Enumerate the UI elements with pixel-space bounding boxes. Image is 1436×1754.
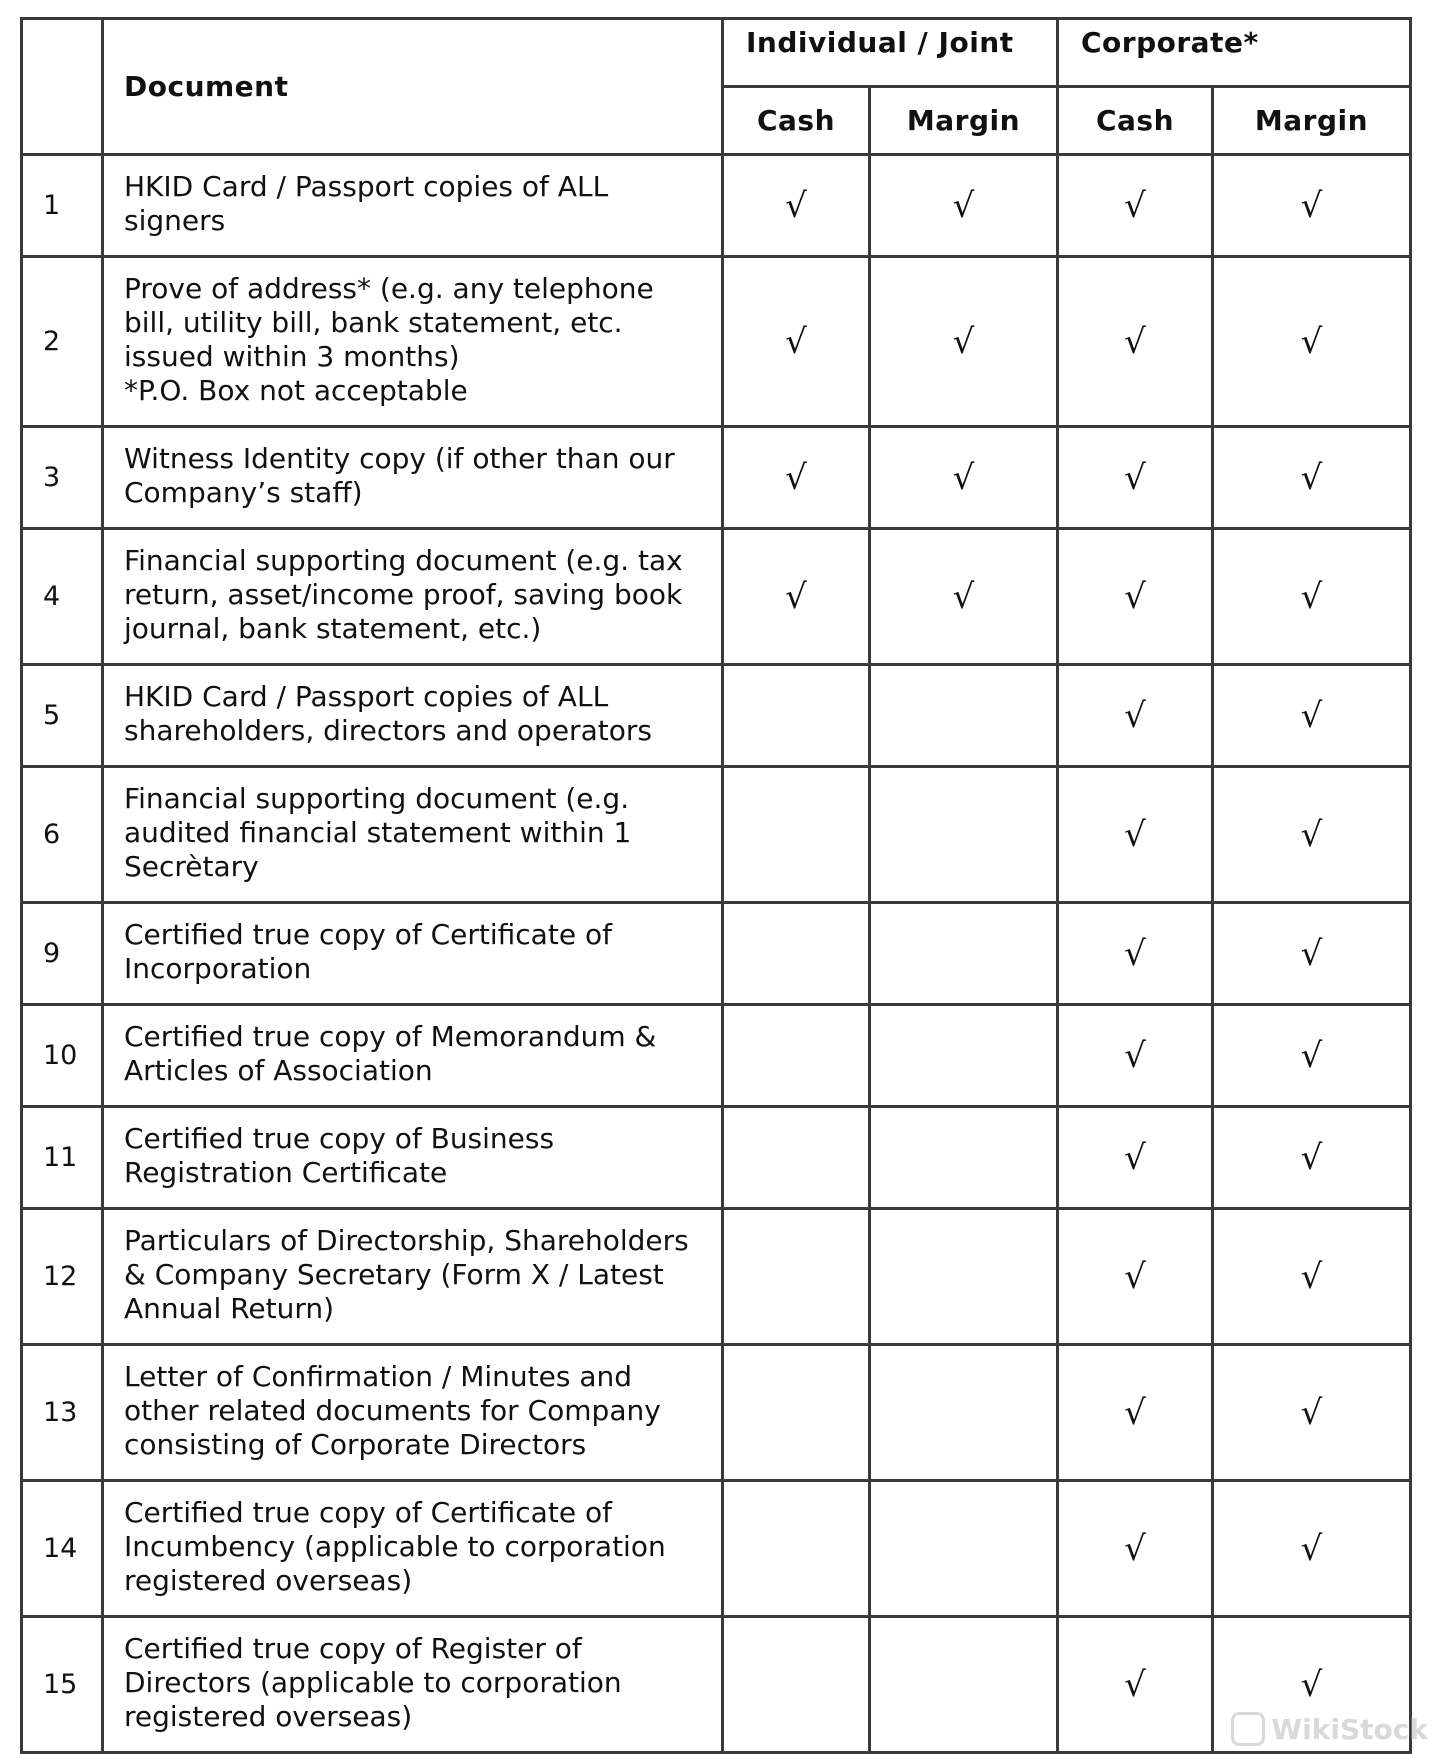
document-description-line: Secrètary xyxy=(124,849,259,883)
cell-corporate-cash xyxy=(1058,1617,1213,1753)
row-number: 5 xyxy=(22,665,103,767)
document-description-line: Incumbency (applicable to corporation xyxy=(124,1529,666,1563)
cell-individual-cash xyxy=(723,257,870,427)
cell-individual-margin xyxy=(870,1107,1058,1209)
cell-individual-cash xyxy=(723,427,870,529)
row-number: 13 xyxy=(22,1345,103,1481)
document-description-line: Certified true copy of Memorandum & xyxy=(124,1019,657,1053)
document-description-line: registered overseas) xyxy=(124,1563,413,1597)
document-description-line: Certified true copy of Certificate of xyxy=(124,1495,612,1529)
document-description-line: shareholders, directors and operators xyxy=(124,713,652,747)
check-mark-icon: √ xyxy=(785,185,807,226)
cell-individual-cash xyxy=(723,1107,870,1209)
cell-individual-margin xyxy=(870,1209,1058,1345)
cell-individual-margin xyxy=(870,257,1058,427)
document-description-line: Articles of Association xyxy=(124,1053,433,1087)
header-individual-joint: Individual / Joint xyxy=(723,19,1058,87)
cell-corporate-margin xyxy=(1213,1481,1411,1617)
cell-individual-cash xyxy=(723,1481,870,1617)
table-row xyxy=(22,665,1411,767)
row-number: 6 xyxy=(22,767,103,903)
cell-corporate-margin xyxy=(1213,767,1411,903)
check-mark-icon: √ xyxy=(1300,695,1323,736)
cell-corporate-margin xyxy=(1213,155,1411,257)
document-description-line: journal, bank statement, etc.) xyxy=(124,611,542,645)
cell-corporate-cash xyxy=(1058,1005,1213,1107)
document-description-line: Witness Identity copy (if other than our xyxy=(124,441,675,475)
cell-corporate-cash xyxy=(1058,257,1213,427)
header-corporate: Corporate* xyxy=(1058,19,1411,87)
cell-corporate-cash xyxy=(1058,1481,1213,1617)
document-description-line: Particulars of Directorship, Shareholders xyxy=(124,1223,689,1257)
document-description-line: Directors (applicable to corporation xyxy=(124,1665,622,1699)
check-mark-icon: √ xyxy=(1124,933,1146,974)
table-row xyxy=(22,1209,1411,1345)
check-mark-icon: √ xyxy=(1300,185,1323,226)
document-description xyxy=(103,1345,723,1481)
check-mark-icon: √ xyxy=(1124,1256,1146,1297)
cell-individual-margin xyxy=(870,427,1058,529)
cell-corporate-cash xyxy=(1058,665,1213,767)
check-mark-icon: √ xyxy=(952,457,975,498)
cell-individual-cash xyxy=(723,1617,870,1753)
row-number: 4 xyxy=(22,529,103,665)
check-mark-icon: √ xyxy=(1300,457,1323,498)
document-description-line: Certified true copy of Register of xyxy=(124,1631,582,1665)
document-description-line: registered overseas) xyxy=(124,1699,413,1733)
watermark xyxy=(1231,1712,1428,1746)
check-mark-icon: √ xyxy=(1124,1137,1146,1178)
cell-corporate-margin xyxy=(1213,1209,1411,1345)
check-mark-icon: √ xyxy=(1300,1528,1323,1569)
cell-corporate-margin xyxy=(1213,665,1411,767)
check-mark-icon: √ xyxy=(1124,321,1146,362)
document-description xyxy=(103,155,723,257)
watermark-text: WikiStock xyxy=(1271,1712,1428,1746)
row-number: 1 xyxy=(22,155,103,257)
document-description xyxy=(103,257,723,427)
check-mark-icon: √ xyxy=(952,321,975,362)
document-description-line: Financial supporting document (e.g. xyxy=(124,781,630,815)
cell-corporate-cash xyxy=(1058,767,1213,903)
table-row xyxy=(22,427,1411,529)
row-number: 11 xyxy=(22,1107,103,1209)
cell-corporate-margin xyxy=(1213,903,1411,1005)
table-row xyxy=(22,1481,1411,1617)
row-number: 15 xyxy=(22,1617,103,1753)
document-description-line: HKID Card / Passport copies of ALL xyxy=(124,169,609,203)
cell-individual-margin xyxy=(870,155,1058,257)
row-number: 14 xyxy=(22,1481,103,1617)
table-row xyxy=(22,155,1411,257)
cell-individual-cash xyxy=(723,1345,870,1481)
document-description-line: Incorporation xyxy=(124,951,312,985)
document-description-line: issued within 3 months) xyxy=(124,339,460,373)
cell-corporate-margin xyxy=(1213,257,1411,427)
check-mark-icon: √ xyxy=(1300,1256,1323,1297)
header-document: Document xyxy=(103,19,723,155)
cell-corporate-margin xyxy=(1213,1107,1411,1209)
document-description-line: consisting of Corporate Directors xyxy=(124,1427,587,1461)
document-description-line: signers xyxy=(124,203,226,237)
check-mark-icon: √ xyxy=(1124,576,1146,617)
cell-individual-margin xyxy=(870,767,1058,903)
document-description xyxy=(103,1005,723,1107)
document-description-line: *P.O. Box not acceptable xyxy=(124,373,468,407)
header-corporate-margin: Margin xyxy=(1213,87,1411,155)
check-mark-icon: √ xyxy=(1300,933,1323,974)
document-description-line: Certified true copy of Certificate of xyxy=(124,917,612,951)
check-mark-icon: √ xyxy=(1300,1035,1323,1076)
cell-individual-margin xyxy=(870,665,1058,767)
cell-corporate-cash xyxy=(1058,1107,1213,1209)
document-description-line: Letter of Confirmation / Minutes and xyxy=(124,1359,633,1393)
cell-corporate-cash xyxy=(1058,155,1213,257)
check-mark-icon: √ xyxy=(785,457,807,498)
document-description xyxy=(103,1209,723,1345)
check-mark-icon: √ xyxy=(1124,814,1146,855)
document-description-line: Certified true copy of Business xyxy=(124,1121,555,1155)
header-corporate-cash: Cash xyxy=(1058,87,1213,155)
document-description-line: other related documents for Company xyxy=(124,1393,661,1427)
check-mark-icon: √ xyxy=(1300,576,1323,617)
watermark-logo-icon xyxy=(1231,1712,1265,1746)
cell-individual-margin xyxy=(870,903,1058,1005)
document-description-line: Financial supporting document (e.g. tax xyxy=(124,543,683,577)
row-number: 10 xyxy=(22,1005,103,1107)
document-description-line: audited financial statement within 1 xyxy=(124,815,632,849)
cell-individual-margin xyxy=(870,1005,1058,1107)
document-description-line: Registration Certificate xyxy=(124,1155,448,1189)
check-mark-icon: √ xyxy=(1124,1528,1146,1569)
check-mark-icon: √ xyxy=(1300,1664,1323,1705)
cell-individual-margin xyxy=(870,1481,1058,1617)
header-individual-cash: Cash xyxy=(723,87,870,155)
cell-individual-cash xyxy=(723,529,870,665)
cell-corporate-margin xyxy=(1213,1345,1411,1481)
document-description xyxy=(103,767,723,903)
table-row xyxy=(22,1107,1411,1209)
table-row xyxy=(22,529,1411,665)
check-mark-icon: √ xyxy=(1300,1392,1323,1433)
cell-individual-cash xyxy=(723,1209,870,1345)
check-mark-icon: √ xyxy=(1124,1664,1146,1705)
check-mark-icon: √ xyxy=(952,576,975,617)
table-row xyxy=(22,903,1411,1005)
cell-corporate-cash xyxy=(1058,529,1213,665)
document-requirements-table xyxy=(20,17,1412,1754)
cell-individual-margin xyxy=(870,1345,1058,1481)
row-number: 12 xyxy=(22,1209,103,1345)
document-description xyxy=(103,1481,723,1617)
check-mark-icon: √ xyxy=(785,576,807,617)
cell-corporate-cash xyxy=(1058,903,1213,1005)
document-description-line: HKID Card / Passport copies of ALL xyxy=(124,679,609,713)
check-mark-icon: √ xyxy=(1124,185,1146,226)
cell-corporate-margin xyxy=(1213,1005,1411,1107)
document-description xyxy=(103,529,723,665)
table-row xyxy=(22,1617,1411,1753)
check-mark-icon: √ xyxy=(1300,1137,1323,1178)
header-individual-margin: Margin xyxy=(870,87,1058,155)
table-row xyxy=(22,1005,1411,1107)
document-description xyxy=(103,427,723,529)
table-row xyxy=(22,257,1411,427)
document-description-line: Annual Return) xyxy=(124,1291,335,1325)
cell-corporate-cash xyxy=(1058,1345,1213,1481)
document-description-line: bill, utility bill, bank statement, etc. xyxy=(124,305,623,339)
cell-corporate-margin xyxy=(1213,529,1411,665)
cell-corporate-cash xyxy=(1058,427,1213,529)
document-description xyxy=(103,903,723,1005)
cell-individual-margin xyxy=(870,1617,1058,1753)
document-description-line: Company’s staff) xyxy=(124,475,363,509)
document-description xyxy=(103,1107,723,1209)
row-number: 3 xyxy=(22,427,103,529)
cell-individual-cash xyxy=(723,665,870,767)
document-description-line: & Company Secretary (Form X / Latest xyxy=(124,1257,664,1291)
table-body xyxy=(22,155,1411,1753)
cell-individual-margin xyxy=(870,529,1058,665)
check-mark-icon: √ xyxy=(1124,1392,1146,1433)
table-row xyxy=(22,1345,1411,1481)
cell-individual-cash xyxy=(723,1005,870,1107)
check-mark-icon: √ xyxy=(1300,814,1323,855)
header-row-top xyxy=(22,19,1411,87)
cell-individual-cash xyxy=(723,903,870,1005)
check-mark-icon: √ xyxy=(1124,457,1146,498)
check-mark-icon: √ xyxy=(1124,1035,1146,1076)
cell-corporate-cash xyxy=(1058,1209,1213,1345)
cell-individual-cash xyxy=(723,155,870,257)
header-number-cell xyxy=(22,19,103,155)
table-row xyxy=(22,767,1411,903)
check-mark-icon: √ xyxy=(1300,321,1323,362)
document-description xyxy=(103,665,723,767)
row-number: 9 xyxy=(22,903,103,1005)
document-description-line: return, asset/income proof, saving book xyxy=(124,577,683,611)
document-requirements-table-wrapper xyxy=(20,17,1412,1754)
cell-individual-cash xyxy=(723,767,870,903)
check-mark-icon: √ xyxy=(1124,695,1146,736)
check-mark-icon: √ xyxy=(785,321,807,362)
document-description xyxy=(103,1617,723,1753)
row-number: 2 xyxy=(22,257,103,427)
document-description-line: Prove of address* (e.g. any telephone xyxy=(124,271,654,305)
cell-corporate-margin xyxy=(1213,427,1411,529)
check-mark-icon: √ xyxy=(952,185,975,226)
